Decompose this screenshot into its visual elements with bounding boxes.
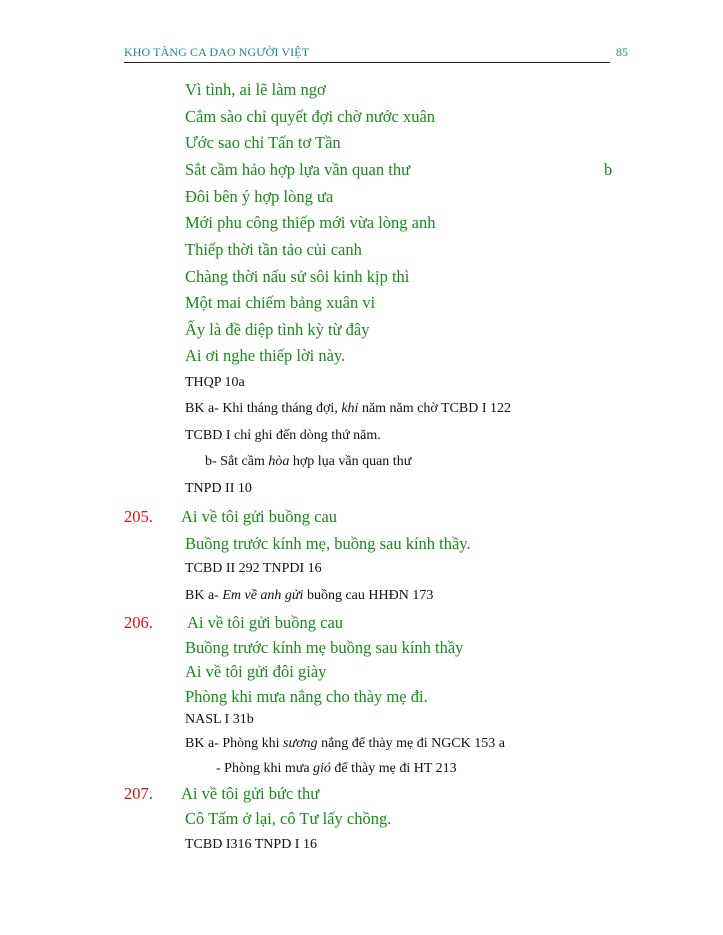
verse-line: Sắt cầm hảo hợp lựa vần quan thư [185,160,411,179]
verse-line: Ai về tôi gửi bức thư [181,784,320,803]
verse-line: Mới phu công thiếp mới vừa lòng anh [185,213,436,232]
verse-line: Buồng trước kính mẹ, buồng sau kính thầy. [185,534,471,553]
verse-line: Vì tình, ai lẽ làm ngơ [185,80,326,99]
verse-line: Một mai chiếm bảng xuân vi [185,293,376,312]
variant-note: - Phòng khi mưa gió để thày mẹ đi HT 213 [216,761,457,776]
variant-note: b- Sắt cầm hòa hợp lụa vần quan thư [205,454,412,469]
source-citation: TNPD II 10 [185,481,252,496]
page-number: 85 [616,45,628,59]
source-citation: THQP 10a [185,375,245,390]
header-divider [124,62,610,63]
verse-line: Buồng trước kính mẹ buồng sau kính thầy [185,638,464,657]
verse-line: Ai ơi nghe thiếp lời này. [185,346,346,365]
verse-line: Đôi bên ý hợp lòng ưa [185,187,334,206]
running-header-title: KHO TÀNG CA DAO NGƯỜI VIỆT [124,45,310,59]
variant-note: BK a- Phòng khi sương nắng để thày mẹ đi NGCK 153 a [185,736,505,751]
verse-marker: b [604,160,613,179]
verse-line: Chàng thời nấu sử sôi kinh kịp thì [185,267,410,286]
verse-line: Ai về tôi gửi buồng cau [181,507,338,526]
source-citation: NASL I 31b [185,712,254,727]
variant-note: BK a- Khi tháng tháng đợi, khi năm năm chờ TCBD I 122 [185,401,512,416]
source-citation: TCBD I316 TNPD I 16 [185,837,317,852]
verse-line: Cô Tấm ở lại, cô Tư lấy chồng. [185,809,392,828]
verse-line: Phòng khi mưa nắng cho thày mẹ đi. [185,687,428,706]
variant-note: BK a- Em về anh gửi buồng cau HHĐN 173 [185,588,434,603]
verse-line: Ước sao chỉ Tấn tơ Tần [185,133,341,152]
entry-number: 206. [124,613,153,632]
source-citation: TCBD II 292 TNPDI 16 [185,561,322,576]
verse-line: Ai về tôi gửi buồng cau [187,613,344,632]
verse-line: Ai về tôi gửi đôi giày [185,662,327,681]
verse-line: Thiếp thời tần tảo củi canh [185,240,362,259]
variant-note: TCBD I chỉ ghi đến dòng thứ năm. [185,428,381,443]
verse-line: Ấy là đề diệp tình kỳ từ đây [185,320,370,339]
verse-line: Cắm sào chỉ quyết đợi chờ nước xuân [185,107,436,126]
entry-number: 207. [124,784,153,803]
entry-number: 205. [124,507,153,526]
